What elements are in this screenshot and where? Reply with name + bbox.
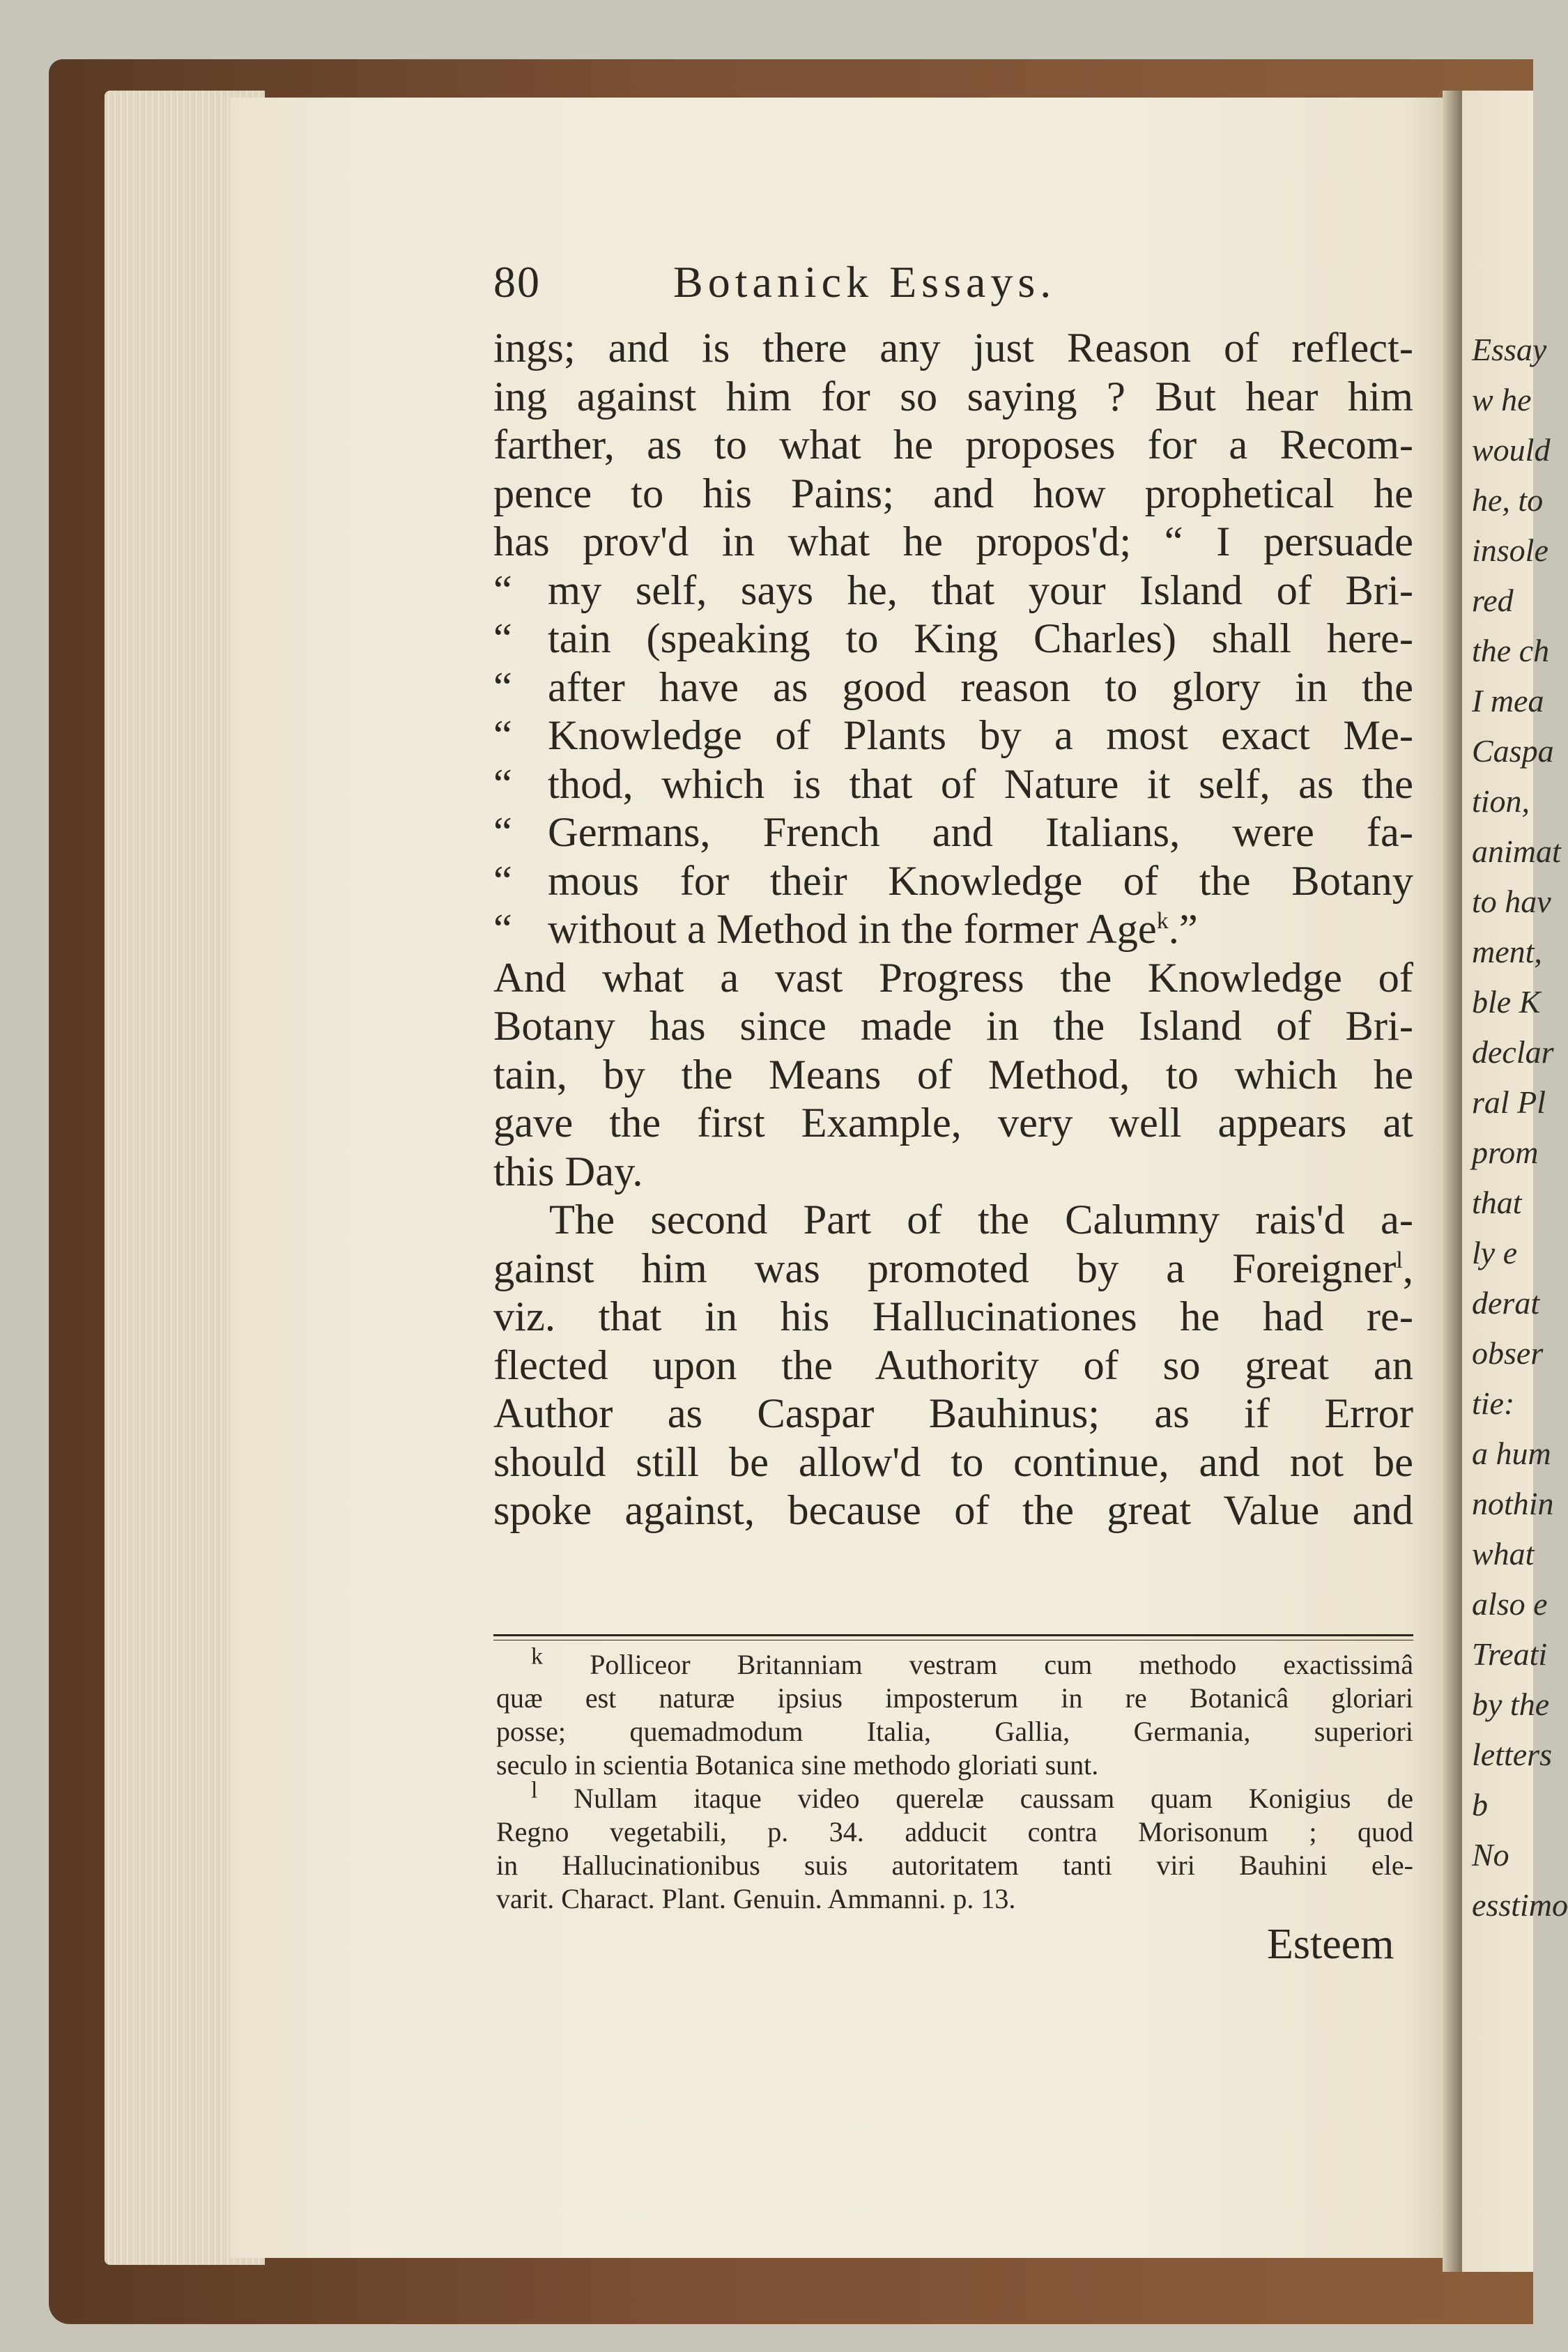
next-page-text: obser bbox=[1472, 1335, 1544, 1371]
text-line: farther, as to what he proposes for a Recom- bbox=[493, 422, 1413, 468]
next-page-text: ment, bbox=[1472, 934, 1542, 969]
text-line: The second Part of the Calumny rais'd a- bbox=[549, 1197, 1413, 1243]
next-page-text: a hum bbox=[1472, 1436, 1551, 1471]
text-line: spoke against, because of the great Value and bbox=[493, 1487, 1413, 1534]
next-page-text: Essay bbox=[1472, 332, 1547, 367]
next-page-text: ral Pl bbox=[1472, 1084, 1546, 1120]
next-page-text: insole bbox=[1472, 532, 1548, 568]
next-page-text: also e bbox=[1472, 1586, 1548, 1622]
next-page-fragment bbox=[1462, 91, 1568, 2272]
text-line: gainst him was promoted by a Foreigner$^l$, bbox=[493, 1245, 1413, 1292]
footnote-line: posse; quemadmodum Italia, Gallia, Germania, superiori bbox=[496, 1716, 1413, 1747]
next-page-text: b bbox=[1472, 1787, 1488, 1822]
footnote-line: seculo in scientia Botanica sine methodo gloriati sunt. bbox=[496, 1749, 1099, 1781]
footnote-ref-k: k bbox=[1156, 907, 1169, 934]
next-page-text: Caspa bbox=[1472, 733, 1554, 769]
next-page-text: he, to bbox=[1472, 482, 1544, 518]
page-number: 80 bbox=[493, 257, 541, 307]
next-page-text: red bbox=[1472, 583, 1514, 618]
next-page-text: ly e bbox=[1472, 1235, 1518, 1270]
text-line: Author as Caspar Bauhinus; as if Error bbox=[493, 1390, 1413, 1437]
text-line: And what a vast Progress the Knowledge of bbox=[493, 954, 1413, 1001]
next-page-text: tie: bbox=[1472, 1385, 1515, 1421]
next-page-text: letters bbox=[1472, 1737, 1552, 1772]
text-line: pence to his Pains; and how prophetical he bbox=[493, 470, 1413, 517]
text-line: gave the first Example, very well appears at bbox=[493, 1100, 1413, 1146]
footnote-line: varit. Charact. Plant. Genuin. Ammanni. p. 13. bbox=[496, 1883, 1016, 1914]
catchword: Esteem bbox=[1267, 1921, 1394, 1968]
text-line: ings; and is there any just Reason of reflect- bbox=[493, 325, 1413, 371]
next-page-text: what bbox=[1472, 1536, 1535, 1571]
text-line: should still be allow'd to continue, and not be bbox=[493, 1438, 1413, 1486]
footnote-line: Regno vegetabili, p. 34. adducit contra Morisonum ; quod bbox=[496, 1816, 1413, 1847]
text-line: flected upon the Authority of so great an bbox=[493, 1342, 1413, 1389]
body-text bbox=[493, 324, 1413, 1535]
quote-line: “ Germans, French and Italians, were fa- bbox=[493, 809, 1413, 856]
footnotes bbox=[496, 1643, 1414, 1916]
next-page-text: w he bbox=[1472, 382, 1532, 417]
next-page-text: prom bbox=[1472, 1135, 1539, 1170]
next-page-text: Treati bbox=[1472, 1636, 1548, 1672]
next-page-text: the ch bbox=[1472, 633, 1550, 668]
text-line: this Day. bbox=[493, 1148, 643, 1195]
next-page-text: No bbox=[1472, 1837, 1509, 1873]
next-page-text: to hav bbox=[1472, 884, 1551, 919]
quote-line: “ tain (speaking to King Charles) shall here- bbox=[493, 615, 1413, 662]
next-page-text: that bbox=[1472, 1185, 1522, 1220]
quote-line: “ without a Method in the former Age$^k$.” bbox=[493, 906, 1198, 953]
next-page-text: would bbox=[1472, 432, 1551, 468]
text-line: has prov'd in what he propos'd; “ I persuade bbox=[493, 518, 1413, 565]
gutter bbox=[1443, 91, 1462, 2272]
footnote-rule bbox=[493, 1634, 1413, 1640]
text-line: Botany has since made in the Island of Bri- bbox=[493, 1003, 1413, 1050]
next-page-text: tion, bbox=[1472, 783, 1530, 819]
next-page-text: I mea bbox=[1472, 683, 1544, 718]
running-title: Botanick Essays. bbox=[673, 257, 1056, 307]
quote-line: “ Knowledge of Plants by a most exact Me- bbox=[493, 712, 1413, 759]
next-page-text: esstimo bbox=[1472, 1887, 1568, 1923]
quote-line: “ mous for their Knowledge of the Botany bbox=[493, 857, 1413, 905]
next-page-text: by the bbox=[1472, 1686, 1550, 1722]
next-page-text: animat bbox=[1472, 833, 1561, 869]
footnote-line: quæ est naturæ ipsius imposterum in re Botanicâ gloriari bbox=[496, 1682, 1413, 1714]
next-page-text: declar bbox=[1472, 1034, 1554, 1070]
quote-line: “ thod, which is that of Nature it self, as the bbox=[493, 760, 1413, 808]
quote-line: “ my self, says he, that your Island of Bri- bbox=[493, 567, 1413, 614]
next-page-text: derat bbox=[1472, 1285, 1540, 1321]
text-line: tain, by the Means of Method, to which he bbox=[493, 1051, 1413, 1098]
next-page-text: nothin bbox=[1472, 1486, 1554, 1521]
text-line: ing against him for so saying ? But hear him bbox=[493, 373, 1413, 420]
text-line: viz. that in his Hallucinationes he had re- bbox=[493, 1293, 1413, 1340]
footnote-ref-l: l bbox=[1396, 1247, 1403, 1273]
footnote-line: in Hallucinationibus suis autoritatem tanti viri Bauhini ele- bbox=[496, 1850, 1413, 1881]
quote-line: “ after have as good reason to glory in the bbox=[493, 663, 1413, 711]
footnote-line: $^k$ Polliceor Britanniam vestram cum methodo exactissimâ bbox=[531, 1643, 1413, 1680]
footnote-line: $^l$ Nullam itaque video querelæ caussam quam Konigius de bbox=[531, 1777, 1414, 1814]
next-page-text: ble K bbox=[1472, 984, 1541, 1020]
